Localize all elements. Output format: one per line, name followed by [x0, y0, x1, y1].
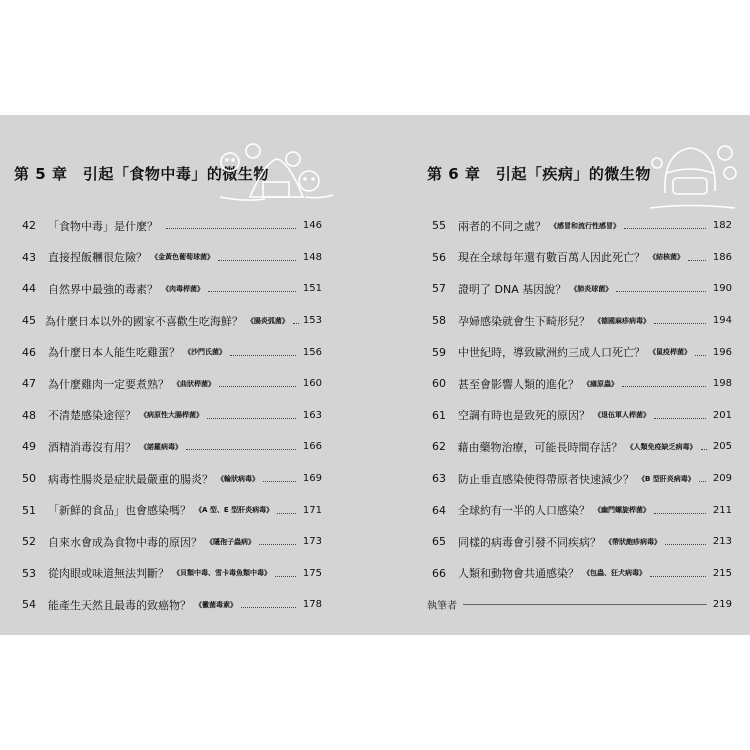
- entry-number: 64: [432, 503, 446, 517]
- entry-number: 65: [432, 535, 446, 549]
- toc-list-chapter-5: [22, 210, 322, 621]
- entry-number: 61: [432, 408, 446, 422]
- entry-number: 45: [22, 314, 36, 328]
- entry-subject: 《沙門氏菌》: [184, 348, 226, 357]
- toc-entry[interactable]: [22, 400, 322, 432]
- book-spread: [0, 115, 750, 635]
- entry-page: 175: [302, 567, 322, 579]
- chapter-6-title: 第 6 章 引起「疾病」的微生物: [427, 165, 651, 183]
- entry-number: 62: [432, 440, 446, 454]
- entry-number: 49: [22, 440, 36, 454]
- entry-title: 同樣的病毒會引發不同疾病？: [458, 535, 601, 549]
- contributors-page: 219: [712, 599, 732, 610]
- entry-subject: 《鼠疫桿菌》: [649, 348, 691, 357]
- entry-page: 190: [712, 283, 732, 295]
- entry-page: 201: [712, 409, 732, 421]
- rice-ball-germs-icon: [205, 137, 335, 207]
- entry-page: 186: [712, 251, 732, 263]
- entry-title: 不清楚感染途徑？: [48, 409, 136, 423]
- contributors-entry[interactable]: [427, 597, 732, 612]
- entry-subject: 《輪狀病毒》: [217, 474, 259, 483]
- toc-entry[interactable]: [22, 589, 322, 621]
- entry-number: 56: [432, 250, 446, 264]
- entry-title: 為什麼雞肉一定要煮熟？: [48, 377, 169, 391]
- leader-dots: [219, 380, 296, 387]
- entry-subject: 《肺炎球菌》: [570, 284, 613, 293]
- leader-dots: [622, 380, 706, 387]
- entry-number: 60: [432, 377, 446, 391]
- toc-entry[interactable]: [432, 336, 732, 368]
- entry-page: 151: [302, 283, 322, 295]
- toc-entry[interactable]: [22, 368, 322, 400]
- entry-page: 156: [302, 346, 322, 358]
- entry-subject: 《感冒和流行性感冒》: [550, 221, 620, 230]
- entry-subject: 《瘧原蟲》: [583, 379, 618, 388]
- entry-page: 173: [302, 536, 322, 548]
- leader-dots: [654, 507, 706, 514]
- toc-list-chapter-6: [432, 210, 732, 589]
- entry-title: 從肉眼或味道無法判斷？: [48, 567, 169, 581]
- masked-person-germs-icon: [645, 133, 740, 213]
- toc-entry[interactable]: [22, 336, 322, 368]
- entry-page: 196: [712, 346, 732, 358]
- entry-subject: 《肉毒桿菌》: [162, 284, 204, 293]
- leader-dots: [208, 285, 296, 292]
- entry-title: 人類和動物會共通感染？: [458, 567, 579, 581]
- entry-title: 證明了 DNA 基因說？: [458, 282, 567, 296]
- entry-subject: 《A 型、E 型肝炎病毒》: [195, 506, 274, 515]
- entry-page: 163: [302, 409, 322, 421]
- entry-subject: 《曲狀桿菌》: [173, 379, 215, 388]
- entry-number: 46: [22, 345, 36, 359]
- toc-entry[interactable]: [432, 368, 732, 400]
- leader-dots: [701, 443, 707, 450]
- entry-title: 全球約有一半的人口感染？: [458, 504, 590, 518]
- entry-title: 能產生天然且最毒的致癌物？: [48, 598, 191, 612]
- entry-title: 藉由藥物治療，可能長時間存活？: [457, 440, 623, 454]
- leader-dots: [616, 285, 706, 292]
- toc-entry[interactable]: [432, 463, 732, 495]
- entry-subject: 《腸炎弧菌》: [246, 316, 289, 325]
- entry-number: 57: [432, 282, 446, 296]
- entry-number: 59: [432, 345, 446, 359]
- entry-title: 現在全球每年還有數百萬人因此死亡？: [458, 251, 645, 265]
- entry-page: 209: [712, 473, 732, 485]
- entry-number: 44: [22, 282, 36, 296]
- toc-entry[interactable]: [432, 242, 732, 274]
- leader-dots: [230, 349, 296, 356]
- chapter-5-title: 第 5 章 引起「食物中毒」的微生物: [14, 165, 269, 183]
- entry-page: 182: [712, 220, 732, 232]
- entry-page: 169: [302, 473, 322, 485]
- leader-dots: [275, 570, 296, 577]
- entry-subject: 《病原性大腸桿菌》: [140, 411, 203, 420]
- toc-entry[interactable]: [432, 431, 732, 463]
- entry-title: 自來水會成為食物中毒的原因？: [48, 535, 202, 549]
- leader-dots: [699, 475, 706, 482]
- toc-entry[interactable]: [22, 210, 322, 242]
- toc-entry[interactable]: [22, 463, 322, 495]
- toc-entry[interactable]: [432, 558, 732, 590]
- leader-dots: [624, 222, 706, 229]
- entry-page: 153: [302, 315, 322, 327]
- leader-dots: [654, 317, 706, 324]
- leader-dots: [207, 412, 296, 419]
- leader-dots: [186, 443, 296, 450]
- entry-page: 166: [302, 441, 322, 453]
- entry-subject: 《金黃色葡萄球菌》: [151, 253, 214, 262]
- entry-title: 中世紀時，導致歐洲約三成人口死亡？: [458, 346, 645, 360]
- entry-subject: 《包蟲、狂犬病毒》: [583, 569, 646, 578]
- leader-dots: [654, 412, 706, 419]
- entry-number: 55: [432, 219, 446, 233]
- left-page: [0, 115, 375, 635]
- entry-page: 160: [302, 378, 322, 390]
- entry-page: 198: [712, 378, 732, 390]
- toc-entry[interactable]: [22, 242, 322, 274]
- entry-number: 52: [22, 535, 36, 549]
- toc-entry[interactable]: [432, 494, 732, 526]
- leader-dots: [241, 601, 296, 608]
- entry-title: 自然界中最強的毒素？: [48, 282, 158, 296]
- toc-entry[interactable]: [432, 400, 732, 432]
- entry-number: 42: [22, 219, 36, 233]
- leader-dots: [695, 349, 706, 356]
- entry-page: 205: [712, 441, 732, 453]
- leader-dots: [259, 538, 296, 545]
- entry-subject: 《B 型肝炎病毒》: [638, 474, 695, 483]
- entry-title: 兩者的不同之處？: [458, 219, 546, 233]
- toc-entry[interactable]: [22, 431, 322, 463]
- entry-title: 「食物中毒」是什麼？: [48, 219, 158, 233]
- entry-number: 43: [22, 250, 36, 264]
- leader-line: [463, 604, 707, 605]
- entry-number: 63: [432, 472, 446, 486]
- entry-page: 148: [302, 251, 322, 263]
- entry-page: 146: [302, 220, 322, 232]
- entry-number: 50: [22, 472, 36, 486]
- entry-subject: 《諾羅病毒》: [140, 442, 182, 451]
- entry-title: 病毒性腸炎是症狀最嚴重的腸炎？: [48, 472, 213, 486]
- leader-dots: [293, 317, 299, 324]
- entry-page: 215: [712, 567, 732, 579]
- contributors-label: 執筆者: [427, 601, 457, 612]
- entry-subject: 《退伍軍人桿菌》: [594, 411, 650, 420]
- toc-entry[interactable]: [432, 273, 732, 305]
- entry-number: 54: [22, 598, 36, 612]
- entry-number: 47: [22, 377, 36, 391]
- leader-dots: [650, 570, 706, 577]
- leader-dots: [665, 538, 706, 545]
- entry-title: 直接捏飯糰很危險？: [48, 251, 147, 265]
- entry-number: 66: [432, 566, 446, 580]
- entry-number: 53: [22, 566, 36, 580]
- entry-title: 酒精消毒沒有用？: [48, 440, 136, 454]
- entry-title: 為什麼日本人能生吃雞蛋？: [48, 346, 180, 360]
- entry-number: 58: [432, 314, 446, 328]
- entry-page: 194: [712, 315, 732, 327]
- entry-number: 48: [22, 408, 36, 422]
- toc-entry[interactable]: [432, 305, 732, 337]
- entry-page: 211: [712, 504, 732, 516]
- entry-subject: 《結核菌》: [649, 253, 684, 262]
- leader-dots: [166, 222, 296, 229]
- entry-subject: 《幽門螺旋桿菌》: [594, 506, 650, 515]
- toc-entry[interactable]: [22, 273, 322, 305]
- entry-title: 為什麼日本以外的國家不喜歡生吃海鮮？: [44, 314, 243, 328]
- entry-subject: 《人類免疫缺乏病毒》: [626, 442, 697, 451]
- entry-subject: 《帶狀皰疹病毒》: [605, 537, 661, 546]
- leader-dots: [218, 254, 296, 261]
- entry-title: 空調有時也是致死的原因？: [458, 409, 590, 423]
- right-page: [375, 115, 750, 635]
- leader-dots: [263, 475, 296, 482]
- toc-entry[interactable]: [432, 210, 732, 242]
- entry-title: 防止垂直感染使得帶原者快速減少？: [458, 472, 634, 486]
- entry-title: 「新鮮的食品」也會感染嗎？: [48, 504, 191, 518]
- toc-entry[interactable]: [22, 305, 322, 337]
- entry-title: 孕婦感染就會生下畸形兒？: [458, 314, 590, 328]
- toc-entry[interactable]: [22, 558, 322, 590]
- entry-subject: 《隱孢子蟲病》: [206, 537, 255, 546]
- entry-title: 甚至會影響人類的進化？: [458, 377, 579, 391]
- leader-dots: [277, 507, 296, 514]
- toc-entry[interactable]: [432, 526, 732, 558]
- entry-page: 171: [302, 504, 322, 516]
- entry-subject: 《黴菌毒素》: [195, 600, 237, 609]
- entry-number: 51: [22, 503, 36, 517]
- entry-subject: 《貝類中毒、雪卡毒魚類中毒》: [173, 569, 271, 578]
- entry-page: 213: [712, 536, 732, 548]
- leader-dots: [688, 254, 706, 261]
- toc-entry[interactable]: [22, 494, 322, 526]
- entry-page: 178: [302, 599, 322, 611]
- entry-subject: 《德國麻疹病毒》: [594, 316, 650, 325]
- toc-entry[interactable]: [22, 526, 322, 558]
